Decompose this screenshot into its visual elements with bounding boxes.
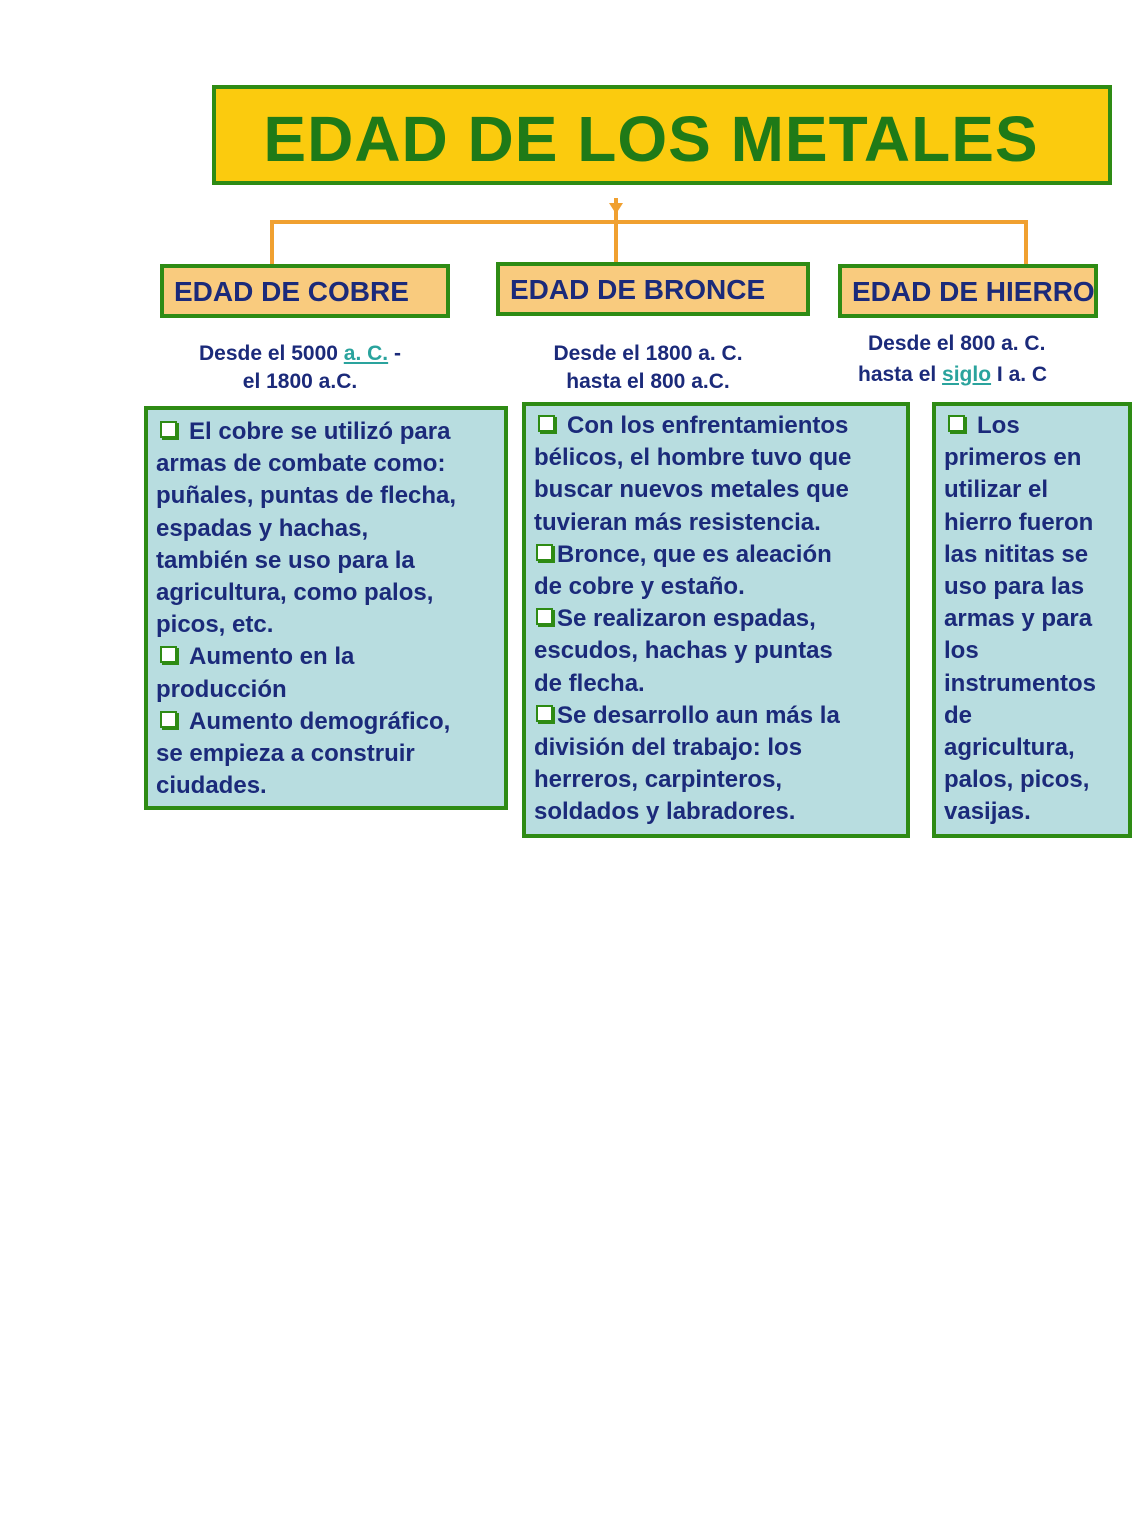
date-bronce-line1: Desde el 1800 a. C. xyxy=(553,342,743,365)
list-item-line: se empieza a construir xyxy=(156,740,415,768)
date-hierro-line1: Desde el 800 a. C. xyxy=(868,332,1046,355)
list-item-line: ciudades. xyxy=(156,772,267,800)
checkbox-bullet-icon xyxy=(536,544,553,561)
connector-arrow-icon xyxy=(609,203,623,214)
list-item-line: tuvieran más resistencia. xyxy=(534,508,821,536)
list-item: El cobre se utilizó para xyxy=(156,416,456,448)
list-item-line: herreros, carpinteros, xyxy=(534,766,783,794)
list-item-line: también se uso para la xyxy=(156,546,415,574)
list-item-line: hierro fueron xyxy=(944,508,1094,536)
list-item-line: buscar nuevos metales que xyxy=(534,476,849,504)
list-item: Bronce, que es aleación xyxy=(534,539,851,571)
list-item-line: escudos, hachas y puntas xyxy=(534,637,833,665)
list-item-line: picos, etc. xyxy=(156,611,274,639)
list-item-line: vasijas. xyxy=(944,798,1031,826)
list-item: Se desarrollo aun más la xyxy=(534,700,851,732)
list-item-line: instrumentos xyxy=(944,669,1097,697)
date-cobre-line1: Desde el 5000 a. C. - xyxy=(199,342,401,365)
link-ac[interactable]: a. C. xyxy=(343,342,389,365)
checkbox-bullet-icon xyxy=(160,646,177,663)
list-item-line: de flecha. xyxy=(534,669,645,697)
date-cobre-line2: el 1800 a.C. xyxy=(242,370,358,393)
checkbox-bullet-icon xyxy=(536,705,553,722)
list-item-line: los xyxy=(944,637,979,665)
list-item-line: las nititas se xyxy=(944,540,1089,568)
content-cobre-text xyxy=(156,416,456,802)
list-item-line: primeros en xyxy=(944,444,1082,472)
list-item: Los xyxy=(944,410,1096,442)
age-box-hierro xyxy=(838,264,1098,318)
list-item-line: de cobre y estaño. xyxy=(534,573,745,601)
age-heading-bronce: EDAD DE BRONCE xyxy=(510,274,766,305)
link-siglo[interactable]: siglo xyxy=(942,363,992,386)
list-item-line: agricultura, xyxy=(944,734,1075,762)
list-item-line: agricultura, como palos, xyxy=(156,579,434,607)
checkbox-bullet-icon xyxy=(536,608,553,625)
list-item: Aumento demográfico, xyxy=(156,706,456,738)
date-cobre xyxy=(150,340,450,396)
content-box-bronce xyxy=(522,402,910,838)
content-bronce-text xyxy=(534,410,851,829)
checkbox-bullet-icon xyxy=(160,711,177,728)
checkbox-bullet-icon xyxy=(538,415,555,432)
list-item-line: de xyxy=(944,701,973,729)
date-bronce-line2: hasta el 800 a.C. xyxy=(566,370,730,393)
list-item-line: espadas y hachas, xyxy=(156,514,369,542)
list-item: Con los enfrentamientos xyxy=(534,410,851,442)
age-box-cobre xyxy=(160,264,450,318)
age-heading-cobre: EDAD DE COBRE xyxy=(174,276,409,307)
list-item-line: uso para las xyxy=(944,573,1085,601)
list-item: Se realizaron espadas, xyxy=(534,603,851,635)
connector-lines xyxy=(0,0,1080,300)
list-item-line: armas y para xyxy=(944,605,1093,633)
age-heading-hierro: EDAD DE HIERRO xyxy=(852,276,1095,307)
list-item-line: armas de combate como: xyxy=(156,450,446,478)
checkbox-bullet-icon xyxy=(160,421,177,438)
age-box-bronce xyxy=(496,262,810,316)
date-bronce xyxy=(498,340,798,396)
content-box-cobre xyxy=(144,406,508,810)
list-item-line: palos, picos, xyxy=(944,766,1090,794)
list-item: Aumento en la xyxy=(156,641,456,673)
list-item-line: soldados y labradores. xyxy=(534,798,796,826)
list-item-line: división del trabajo: los xyxy=(534,734,803,762)
list-item-line: utilizar el xyxy=(944,476,1049,504)
checkbox-bullet-icon xyxy=(948,415,965,432)
date-hierro xyxy=(858,330,1098,389)
date-hierro-line2: hasta el siglo I a. C xyxy=(858,363,1048,386)
list-item-line: producción xyxy=(156,675,287,703)
list-item-line: puñales, puntas de flecha, xyxy=(156,482,457,510)
content-box-hierro xyxy=(932,402,1132,838)
content-hierro-text xyxy=(944,410,1096,829)
list-item-line: bélicos, el hombre tuvo que xyxy=(534,444,852,472)
diagram-title: EDAD DE LOS METALES xyxy=(263,103,1039,175)
